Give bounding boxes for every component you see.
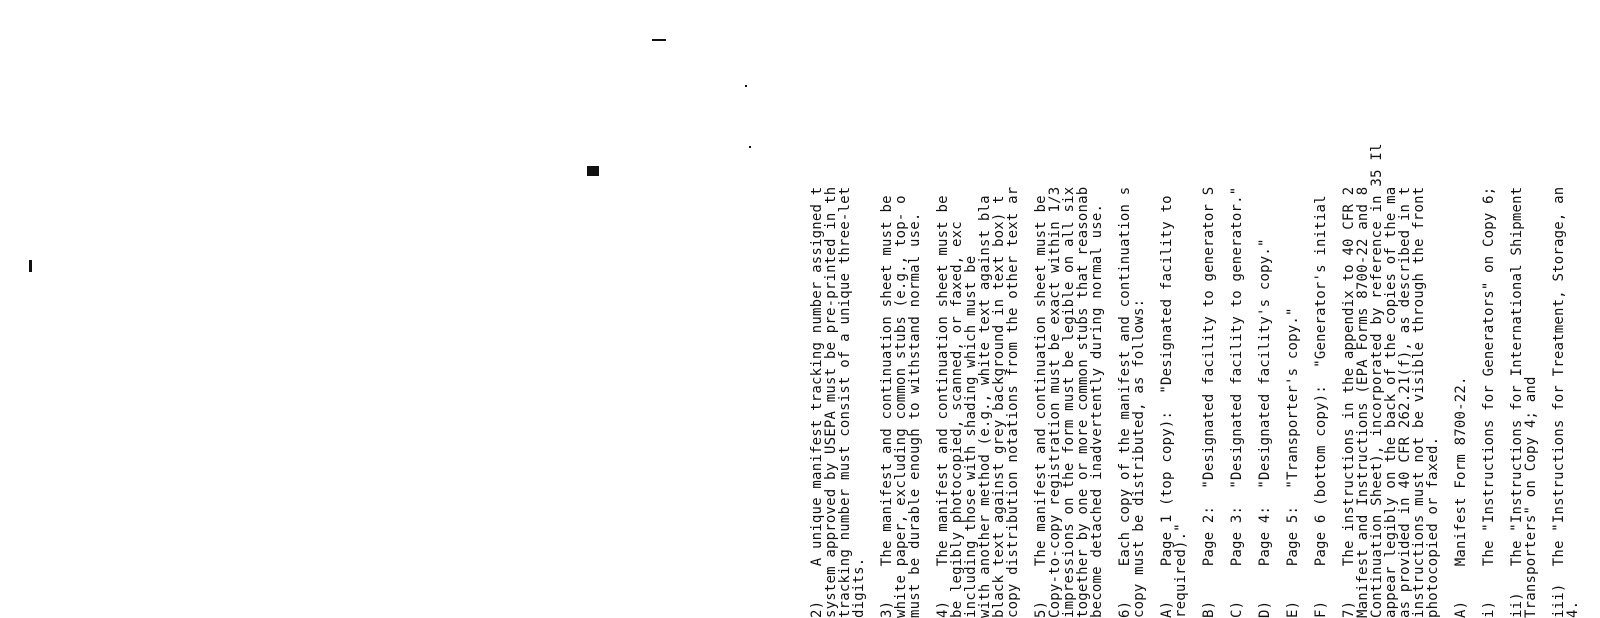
text-line: instructions must not be visible through the front <box>1411 186 1427 618</box>
text-line: 3) The manifest and continuation sheet must be <box>879 195 895 618</box>
text-line: A) Page 1 (top copy): "Designated facility to <box>1159 195 1175 618</box>
text-line: system approved by USEPA must be pre-printed in th <box>823 186 839 618</box>
text-line: iii) The "Instructions for Treatment, Storage, an <box>1551 186 1567 618</box>
text-line: E) Page 5: "Transporter's copy." <box>1285 307 1301 618</box>
text-line: Transporters" on Copy 4; and <box>1523 376 1539 618</box>
text-line: i) The "Instructions for Generators" on Copy 6; <box>1481 186 1497 618</box>
text-line: as provided in 40 CFR 262.21(f), as described in t <box>1397 186 1413 618</box>
text-line: appear legibly on the back of the copies of the ma <box>1383 186 1399 618</box>
text-line: white paper, excluding common stubs (e.g., top- o <box>893 195 909 618</box>
text-line: required)." <box>1173 523 1189 618</box>
text-line: be legibly photocopied, scanned, or faxed, exc <box>949 221 965 618</box>
text-line: must be durable enough to withstand normal use. <box>907 212 923 618</box>
text-line: A) Manifest Form 8700-22. <box>1453 376 1469 618</box>
text-line: 5) The manifest and continuation sheet must be <box>1033 195 1049 618</box>
text-line: F) Page 6 (bottom copy): "Generator's initial <box>1313 195 1329 618</box>
text-line: with another method (e.g., white text against bla <box>977 195 993 618</box>
text-line: Continuation Sheet), incorporated by reference in 35 Il <box>1369 143 1385 618</box>
text-line: digits. <box>851 557 867 618</box>
text-line: Copy-to-copy registration must be exact within 1/3 <box>1047 186 1063 618</box>
text-line: B) Page 2: "Designated facility to generator S <box>1201 186 1217 618</box>
scan-dot <box>749 146 751 148</box>
text-line: impressions on the form must be legible on all six <box>1061 186 1077 618</box>
text-line: 7) The instructions in the appendix to 40 CFR 2 <box>1341 186 1357 618</box>
text-line: 2) A unique manifest tracking number assigned t <box>809 186 825 618</box>
text-line: C) Page 3: "Designated facility to generator." <box>1229 186 1245 618</box>
text-line: 6) Each copy of the manifest and continuation s <box>1117 186 1133 618</box>
text-line: 4. <box>1565 600 1581 618</box>
text-line: tracking number must consist of a unique three-let <box>837 186 853 618</box>
scan-mark <box>652 39 666 41</box>
rotated-page-text <box>800 0 1600 618</box>
text-line: Manifest and Instructions (EPA Forms 8700-22 and 8 <box>1355 186 1371 618</box>
scan-mark <box>587 166 599 176</box>
text-line: including those with shading which must be <box>963 255 979 618</box>
text-line: become detached inadvertently during normal use. <box>1089 203 1105 618</box>
text-line: D) Page 4: "Designated facility's copy." <box>1257 238 1273 618</box>
text-line: copy must be distributed, as follows: <box>1131 298 1147 618</box>
scan-dot <box>745 85 747 87</box>
scan-mark <box>29 260 32 272</box>
text-line: black text against grey background in text box) t <box>991 195 1007 618</box>
text-line: 4) The manifest and continuation sheet must be <box>935 195 951 618</box>
text-line: copy distribution notations from the other text ar <box>1005 186 1021 618</box>
text-line: ii) The "Instructions for International Shipment <box>1509 186 1525 618</box>
text-line: together by one or more common stubs that reasonab <box>1075 186 1091 618</box>
text-line: photocopied or faxed. <box>1425 436 1441 618</box>
